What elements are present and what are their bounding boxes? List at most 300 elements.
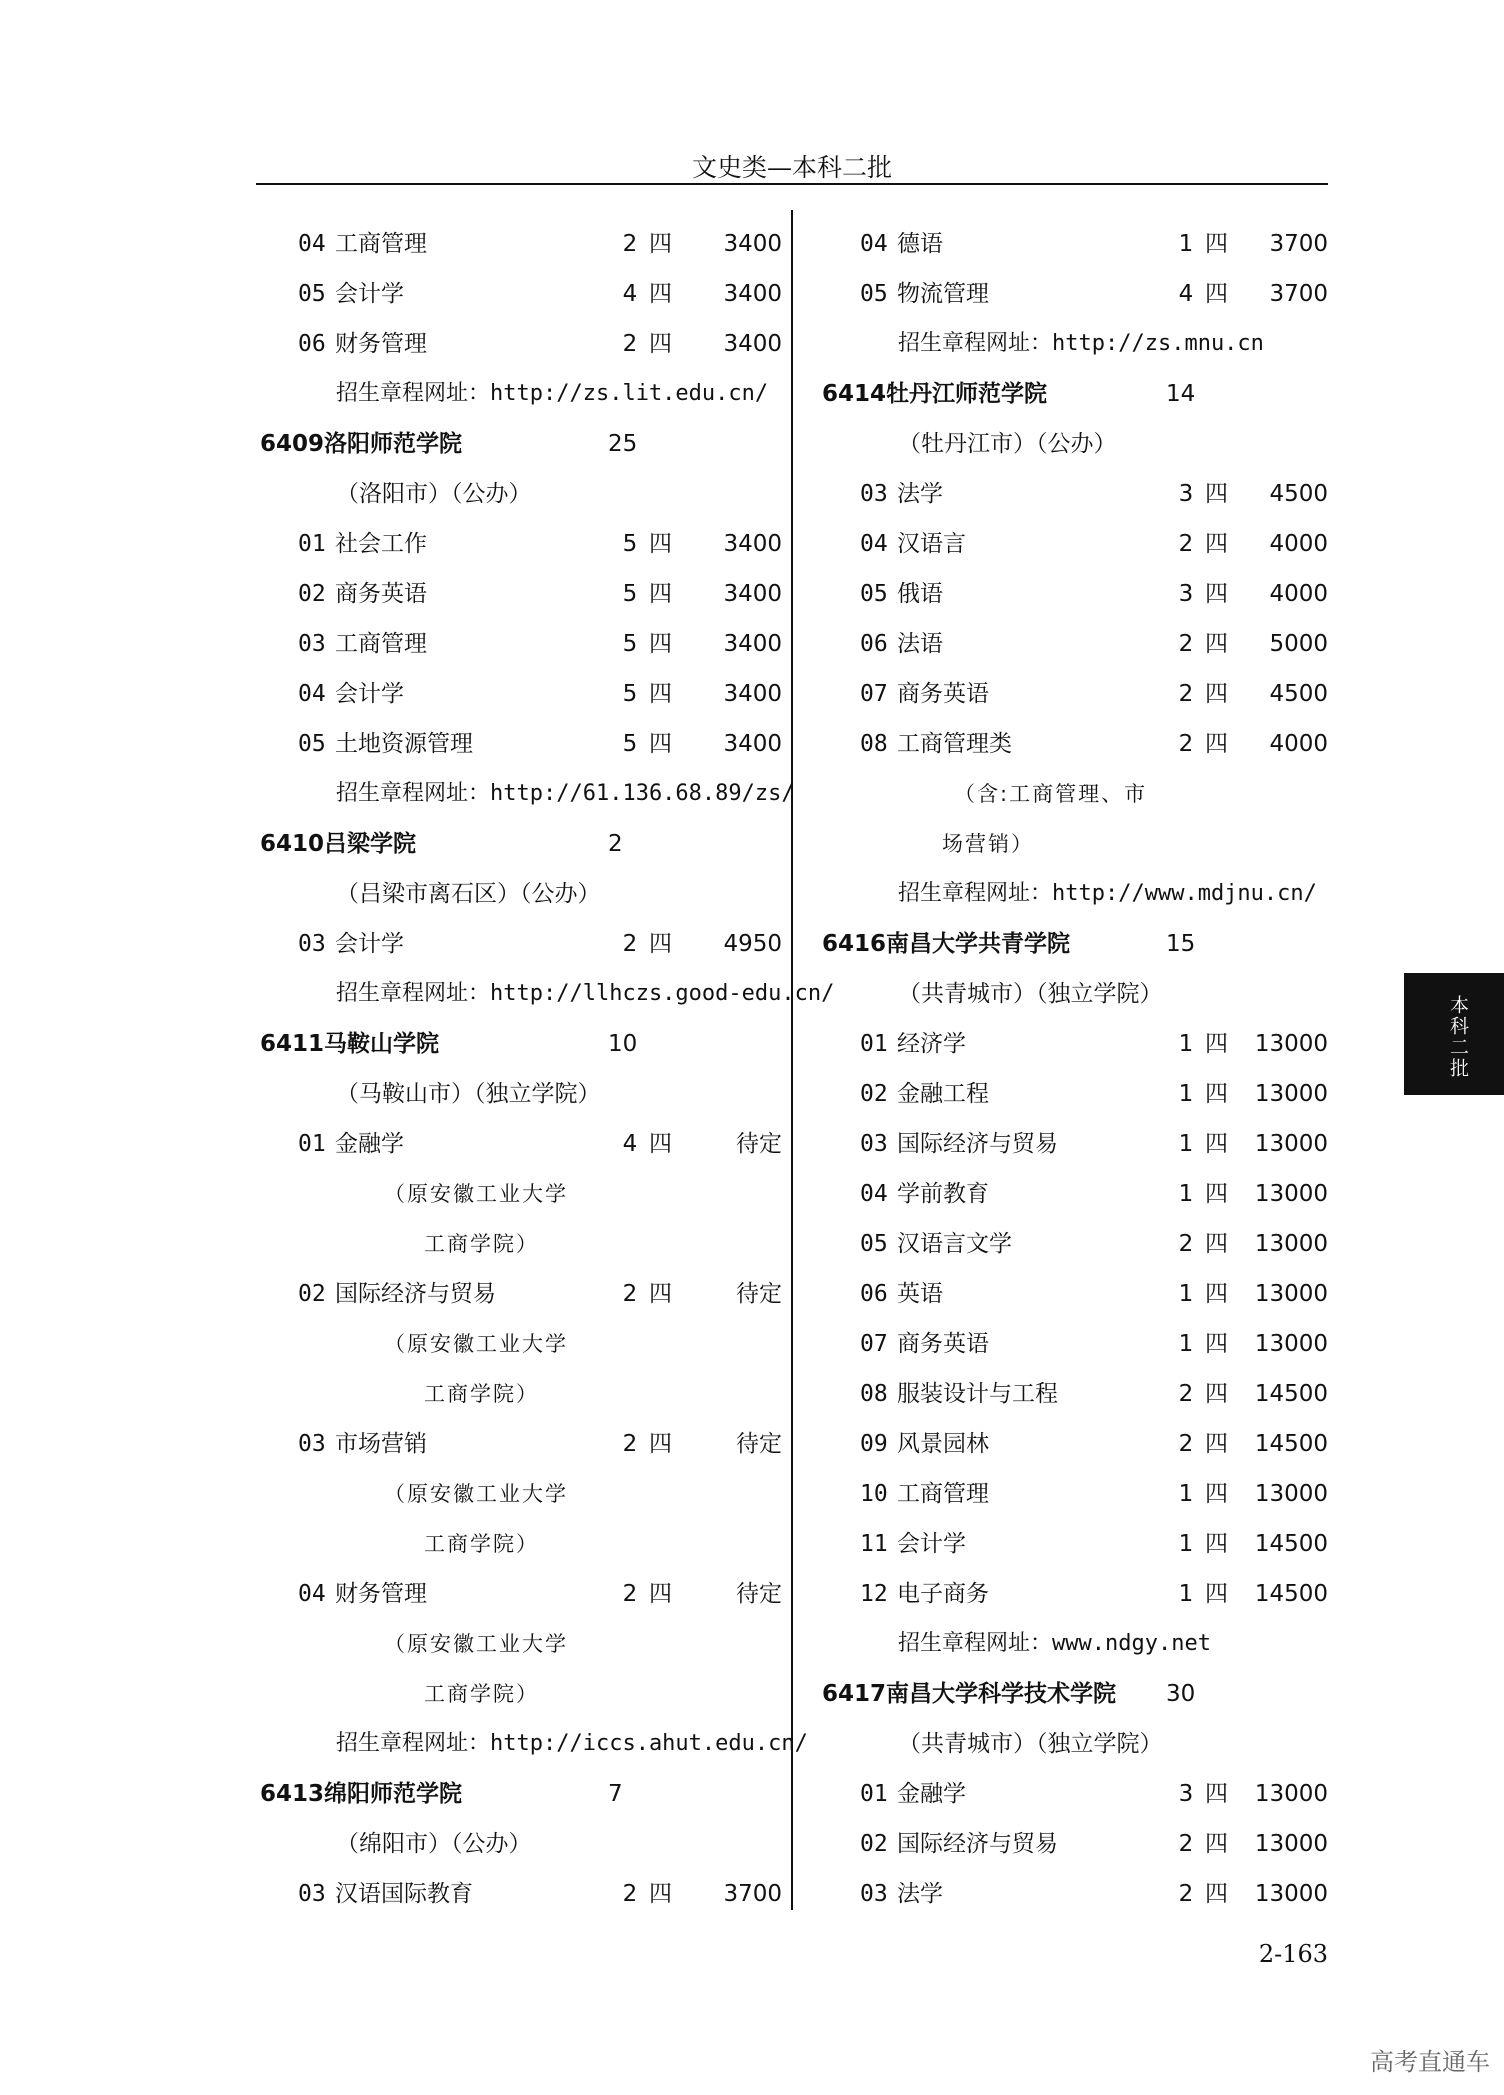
major-name: 土地资源管理	[335, 731, 473, 757]
major-years: 四	[1205, 1481, 1228, 1507]
major-name: 商务英语	[335, 581, 427, 607]
major-number: 06	[860, 631, 888, 657]
school-code: 6411	[260, 1031, 325, 1057]
school-quota: 2	[608, 831, 623, 857]
major-row	[818, 1769, 1328, 1819]
major-number: 04	[860, 531, 888, 557]
major-name: 风景园林	[897, 1431, 989, 1457]
major-count: 2	[1178, 731, 1194, 757]
major-note: （原安徽工业大学	[384, 1482, 568, 1506]
major-count: 2	[1178, 1231, 1194, 1257]
major-note: （原安徽工业大学	[384, 1332, 568, 1356]
major-fee: 3400	[723, 681, 782, 707]
major-years: 四	[1205, 1081, 1228, 1107]
major-number: 05	[860, 281, 888, 307]
major-row	[256, 1269, 782, 1319]
major-count: 2	[622, 931, 638, 957]
major-years: 四	[649, 281, 672, 307]
major-fee: 4000	[1269, 731, 1328, 757]
major-number: 07	[860, 1331, 888, 1357]
url-row	[858, 869, 1368, 919]
major-name: 国际经济与贸易	[897, 1131, 1058, 1157]
major-fee: 5000	[1269, 631, 1328, 657]
page-number: 2-163	[1258, 1940, 1328, 1968]
major-years: 四	[649, 931, 672, 957]
major-number: 08	[860, 1381, 888, 1407]
major-count: 3	[1178, 1781, 1194, 1807]
school-location: （洛阳市）（公办）	[336, 481, 532, 507]
note-row	[880, 819, 1390, 869]
major-count: 2	[1178, 1381, 1194, 1407]
major-number: 04	[298, 681, 326, 707]
major-number: 10	[860, 1481, 888, 1507]
major-row	[256, 619, 782, 669]
major-fee: 13000	[1254, 1281, 1328, 1307]
major-note: （原安徽工业大学	[384, 1632, 568, 1656]
major-name: 服装设计与工程	[897, 1381, 1058, 1407]
admission-url: 招生章程网址：http://zs.lit.edu.cn/	[336, 381, 769, 406]
school-name: 马鞍山学院	[324, 1031, 439, 1057]
location-row	[858, 1719, 1368, 1769]
major-name: 汉语言	[897, 531, 966, 557]
major-row	[818, 669, 1328, 719]
school-quota: 10	[608, 1031, 638, 1057]
major-number: 12	[860, 1581, 888, 1607]
side-tab-label: 本科二批	[1447, 995, 1469, 1079]
admission-url: 招生章程网址：http://zs.mnu.cn	[898, 331, 1264, 356]
major-count: 1	[1178, 1031, 1194, 1057]
major-fee: 3400	[723, 581, 782, 607]
major-count: 1	[1178, 1081, 1194, 1107]
major-fee: 3400	[723, 231, 782, 257]
location-row	[296, 1069, 816, 1119]
major-row	[256, 319, 782, 369]
major-name: 会计学	[897, 1531, 966, 1557]
school-location: （共青城市）（独立学院）	[898, 1731, 1163, 1757]
major-name: 国际经济与贸易	[335, 1281, 496, 1307]
major-name: 商务英语	[897, 1331, 989, 1357]
major-years: 四	[649, 531, 672, 557]
major-row	[256, 569, 782, 619]
major-fee: 13000	[1254, 1131, 1328, 1157]
url-row	[858, 319, 1368, 369]
major-row	[818, 1419, 1328, 1469]
major-number: 03	[860, 1131, 888, 1157]
major-years: 四	[649, 231, 672, 257]
major-fee: 待定	[736, 1281, 782, 1307]
admission-url: 招生章程网址：http://61.136.68.89/zs/	[336, 781, 795, 806]
major-row	[818, 469, 1328, 519]
location-row	[858, 419, 1368, 469]
major-years: 四	[1205, 1881, 1228, 1907]
major-note: 工商学院）	[424, 1682, 539, 1706]
major-number: 01	[298, 1131, 326, 1157]
major-number: 01	[860, 1781, 888, 1807]
location-row	[296, 469, 816, 519]
major-row	[818, 519, 1328, 569]
major-row	[818, 1369, 1328, 1419]
major-fee: 13000	[1254, 1331, 1328, 1357]
major-fee: 4000	[1269, 531, 1328, 557]
major-row	[256, 269, 782, 319]
major-row	[818, 1869, 1328, 1919]
major-years: 四	[1205, 1131, 1228, 1157]
major-count: 2	[622, 1431, 638, 1457]
major-name: 会计学	[335, 681, 404, 707]
major-years: 四	[1205, 1281, 1228, 1307]
major-years: 四	[649, 581, 672, 607]
major-name: 会计学	[335, 281, 404, 307]
major-years: 四	[1205, 1331, 1228, 1357]
major-fee: 13000	[1254, 1031, 1328, 1057]
major-count: 2	[1178, 1881, 1194, 1907]
major-count: 4	[1178, 281, 1194, 307]
note-row	[340, 1669, 860, 1719]
major-count: 2	[622, 1281, 638, 1307]
major-count: 4	[622, 281, 638, 307]
major-row	[256, 519, 782, 569]
major-number: 03	[860, 481, 888, 507]
watermark-text: 高考直通车	[1370, 2048, 1490, 2076]
admission-url: 招生章程网址：http://iccs.ahut.edu.cn/	[336, 1731, 808, 1756]
major-years: 四	[649, 1131, 672, 1157]
school-row	[256, 1019, 776, 1069]
major-name: 金融学	[335, 1131, 404, 1157]
school-quota: 15	[1166, 931, 1196, 957]
major-name: 财务管理	[335, 331, 427, 357]
major-years: 四	[1205, 1181, 1228, 1207]
major-number: 04	[298, 231, 326, 257]
major-name: 金融学	[897, 1781, 966, 1807]
major-years: 四	[1205, 481, 1228, 507]
major-row	[256, 669, 782, 719]
major-name: 学前教育	[897, 1181, 989, 1207]
major-count: 2	[622, 1581, 638, 1607]
major-name: 工商管理	[335, 631, 427, 657]
major-years: 四	[1205, 681, 1228, 707]
major-note: （原安徽工业大学	[384, 1182, 568, 1206]
major-count: 2	[1178, 1431, 1194, 1457]
major-row	[818, 569, 1328, 619]
major-name: 金融工程	[897, 1081, 989, 1107]
major-name: 物流管理	[897, 281, 989, 307]
major-years: 四	[649, 1431, 672, 1457]
major-count: 1	[1178, 231, 1194, 257]
major-count: 1	[1178, 1331, 1194, 1357]
school-row	[818, 369, 1328, 419]
major-row	[818, 1269, 1328, 1319]
major-number: 03	[298, 1881, 326, 1907]
school-quota: 14	[1166, 381, 1196, 407]
major-name: 经济学	[897, 1031, 966, 1057]
major-number: 05	[860, 1231, 888, 1257]
major-years: 四	[649, 731, 672, 757]
major-fee: 13000	[1254, 1231, 1328, 1257]
major-number: 11	[860, 1531, 888, 1557]
major-number: 02	[860, 1081, 888, 1107]
major-years: 四	[1205, 1231, 1228, 1257]
major-name: 社会工作	[335, 531, 427, 557]
major-name: 工商管理	[335, 231, 427, 257]
school-row	[818, 919, 1328, 969]
major-fee: 4500	[1269, 681, 1328, 707]
major-name: 工商管理	[897, 1481, 989, 1507]
major-count: 2	[622, 1881, 638, 1907]
location-row	[296, 869, 816, 919]
major-count: 1	[1178, 1581, 1194, 1607]
side-tab	[1404, 973, 1504, 1095]
right-column	[818, 219, 1328, 1919]
major-count: 4	[622, 1131, 638, 1157]
major-name: 电子商务	[897, 1581, 989, 1607]
major-years: 四	[649, 331, 672, 357]
major-fee: 14500	[1254, 1531, 1328, 1557]
note-row	[320, 1469, 840, 1519]
major-years: 四	[1205, 1431, 1228, 1457]
major-name: 汉语国际教育	[335, 1881, 473, 1907]
major-years: 四	[1205, 1031, 1228, 1057]
major-number: 03	[298, 631, 326, 657]
major-fee: 3700	[1269, 231, 1328, 257]
major-fee: 4950	[723, 931, 782, 957]
school-quota: 7	[608, 1781, 623, 1807]
major-number: 02	[860, 1831, 888, 1857]
major-count: 5	[622, 731, 638, 757]
major-name: 工商管理类	[897, 731, 1012, 757]
school-code: 6410	[260, 831, 325, 857]
major-row	[818, 1519, 1328, 1569]
major-count: 2	[1178, 681, 1194, 707]
major-years: 四	[649, 681, 672, 707]
major-row	[818, 1069, 1328, 1119]
school-quota: 30	[1166, 1681, 1196, 1707]
major-count: 3	[1178, 481, 1194, 507]
major-fee: 3700	[723, 1881, 782, 1907]
major-fee: 13000	[1254, 1181, 1328, 1207]
major-number: 02	[298, 1281, 326, 1307]
school-row	[256, 819, 776, 869]
major-row	[818, 1119, 1328, 1169]
major-count: 5	[622, 681, 638, 707]
major-row	[818, 1469, 1328, 1519]
major-years: 四	[649, 1881, 672, 1907]
location-row	[858, 969, 1368, 1019]
major-row	[818, 719, 1328, 769]
major-years: 四	[1205, 281, 1228, 307]
major-fee: 13000	[1254, 1831, 1328, 1857]
major-fee: 13000	[1254, 1781, 1328, 1807]
major-number: 05	[860, 581, 888, 607]
major-row	[256, 719, 782, 769]
admission-url: 招生章程网址：http://llhczs.good-edu.cn/	[336, 981, 835, 1006]
major-number: 04	[298, 1581, 326, 1607]
admission-url: 招生章程网址：http://www.mdjnu.cn/	[898, 881, 1317, 906]
school-code: 6414	[822, 381, 887, 407]
note-row	[886, 769, 1396, 819]
major-years: 四	[1205, 631, 1228, 657]
major-row	[818, 219, 1328, 269]
major-name: 市场营销	[335, 1431, 427, 1457]
major-number: 07	[860, 681, 888, 707]
school-name: 吕梁学院	[324, 831, 416, 857]
major-number: 09	[860, 1431, 888, 1457]
major-count: 1	[1178, 1531, 1194, 1557]
header-rule	[256, 183, 1328, 185]
major-note: 工商学院）	[424, 1232, 539, 1256]
school-name: 洛阳师范学院	[324, 431, 462, 457]
major-count: 2	[1178, 631, 1194, 657]
location-row	[296, 1819, 816, 1869]
school-code: 6416	[822, 931, 887, 957]
major-row	[256, 919, 782, 969]
school-location: （绵阳市）（公办）	[336, 1831, 532, 1857]
major-fee: 待定	[736, 1431, 782, 1457]
major-years: 四	[1205, 1581, 1228, 1607]
school-location: （吕梁市离石区）（公办）	[336, 881, 601, 907]
major-years: 四	[1205, 231, 1228, 257]
school-code: 6413	[260, 1781, 325, 1807]
major-row	[818, 1219, 1328, 1269]
major-name: 财务管理	[335, 1581, 427, 1607]
major-years: 四	[649, 631, 672, 657]
school-name: 南昌大学科学技术学院	[886, 1681, 1116, 1707]
major-years: 四	[1205, 531, 1228, 557]
major-row	[818, 1019, 1328, 1069]
note-row	[340, 1519, 860, 1569]
school-quota: 25	[608, 431, 638, 457]
major-name: 国际经济与贸易	[897, 1831, 1058, 1857]
school-name: 绵阳师范学院	[324, 1781, 462, 1807]
page-header-title: 文史类—本科二批	[691, 153, 892, 182]
major-row	[256, 219, 782, 269]
major-count: 1	[1178, 1181, 1194, 1207]
major-fee: 3400	[723, 631, 782, 657]
note-row	[340, 1369, 860, 1419]
major-row	[256, 1569, 782, 1619]
school-row	[256, 1769, 776, 1819]
major-row	[818, 1319, 1328, 1369]
major-number: 02	[298, 581, 326, 607]
major-count: 2	[622, 231, 638, 257]
major-number: 05	[298, 731, 326, 757]
major-row	[256, 1119, 782, 1169]
major-fee: 14500	[1254, 1381, 1328, 1407]
major-number: 06	[860, 1281, 888, 1307]
major-name: 法学	[897, 1881, 943, 1907]
major-fee: 3400	[723, 281, 782, 307]
major-note: 工商学院）	[424, 1532, 539, 1556]
major-years: 四	[1205, 581, 1228, 607]
school-location: （牡丹江市）（公办）	[898, 431, 1117, 457]
school-row	[256, 419, 776, 469]
major-row	[818, 269, 1328, 319]
major-number: 04	[860, 1181, 888, 1207]
major-years: 四	[1205, 1381, 1228, 1407]
major-count: 1	[1178, 1131, 1194, 1157]
major-count: 1	[1178, 1481, 1194, 1507]
major-name: 法学	[897, 481, 943, 507]
major-years: 四	[649, 1281, 672, 1307]
major-fee: 3700	[1269, 281, 1328, 307]
major-row	[818, 619, 1328, 669]
major-years: 四	[1205, 1781, 1228, 1807]
note-row	[320, 1319, 840, 1369]
major-years: 四	[649, 1581, 672, 1607]
major-years: 四	[1205, 1531, 1228, 1557]
note-row	[340, 1219, 860, 1269]
school-row	[818, 1669, 1328, 1719]
major-fee: 4000	[1269, 581, 1328, 607]
major-number: 01	[298, 531, 326, 557]
school-code: 6417	[822, 1681, 887, 1707]
major-number: 01	[860, 1031, 888, 1057]
major-name: 商务英语	[897, 681, 989, 707]
major-number: 03	[298, 1431, 326, 1457]
major-row	[818, 1819, 1328, 1869]
major-note: 工商学院）	[424, 1382, 539, 1406]
admission-url: 招生章程网址：www.ndgy.net	[898, 1631, 1211, 1656]
major-fee: 待定	[736, 1581, 782, 1607]
url-row	[858, 1619, 1368, 1669]
url-row	[296, 369, 816, 419]
major-number: 03	[860, 1881, 888, 1907]
left-column	[256, 219, 835, 1919]
note-row	[320, 1169, 840, 1219]
major-fee: 3400	[723, 531, 782, 557]
major-fee: 待定	[736, 1131, 782, 1157]
major-name: 英语	[897, 1281, 943, 1307]
major-name: 德语	[897, 231, 943, 257]
major-years: 四	[1205, 1831, 1228, 1857]
major-row	[818, 1169, 1328, 1219]
major-row	[256, 1869, 782, 1919]
major-count: 1	[1178, 1281, 1194, 1307]
major-fee: 13000	[1254, 1481, 1328, 1507]
major-count: 2	[1178, 1831, 1194, 1857]
major-name: 汉语言文学	[897, 1231, 1012, 1257]
major-fee: 14500	[1254, 1431, 1328, 1457]
major-number: 05	[298, 281, 326, 307]
major-count: 5	[622, 581, 638, 607]
url-row	[296, 969, 835, 1019]
school-name: 南昌大学共青学院	[886, 931, 1070, 957]
school-code: 6409	[260, 431, 325, 457]
major-name: 会计学	[335, 931, 404, 957]
major-count: 3	[1178, 581, 1194, 607]
major-note: （含:工商管理、市	[954, 782, 1148, 806]
major-count: 5	[622, 531, 638, 557]
major-years: 四	[1205, 731, 1228, 757]
school-location: （共青城市）（独立学院）	[898, 981, 1163, 1007]
url-row	[296, 769, 816, 819]
major-fee: 13000	[1254, 1881, 1328, 1907]
major-fee: 14500	[1254, 1581, 1328, 1607]
major-row	[818, 1569, 1328, 1619]
note-row	[320, 1619, 840, 1669]
major-row	[256, 1419, 782, 1469]
major-number: 08	[860, 731, 888, 757]
major-fee: 4500	[1269, 481, 1328, 507]
major-note: 场营销）	[942, 832, 1034, 856]
major-fee: 3400	[723, 731, 782, 757]
major-count: 2	[1178, 531, 1194, 557]
major-number: 04	[860, 231, 888, 257]
major-number: 03	[298, 931, 326, 957]
school-location: （马鞍山市）（独立学院）	[336, 1081, 601, 1107]
major-number: 06	[298, 331, 326, 357]
major-count: 2	[622, 331, 638, 357]
major-count: 5	[622, 631, 638, 657]
